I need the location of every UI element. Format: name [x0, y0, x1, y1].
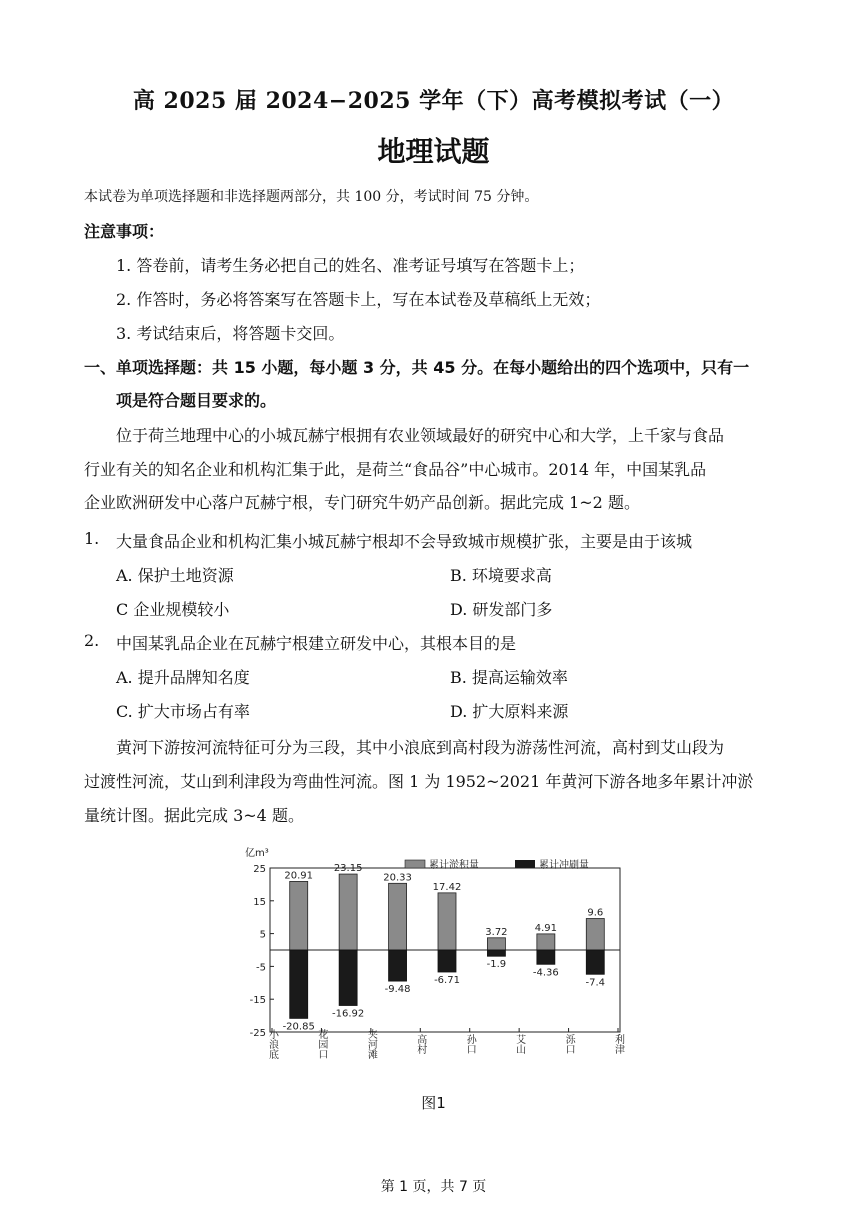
y-unit-label: 亿m³ — [245, 848, 269, 859]
figure-caption: 图1 — [421, 1094, 446, 1112]
bar-deposition — [339, 874, 357, 950]
question-number: 1. — [84, 529, 100, 548]
station-label: 孙口 — [464, 1034, 476, 1054]
option: B. 提高运输效率 — [450, 668, 568, 687]
bar-deposition — [438, 893, 456, 950]
bar-erosion — [339, 950, 357, 1005]
page-footer: 第 1 页，共 7 页 — [380, 1179, 487, 1195]
section-heading: 一、单项选择题：共 15 小题，每小题 3 分，共 45 分。在每小题给出的四个选项中，只有一 — [84, 358, 750, 377]
bar-erosion — [290, 950, 308, 1018]
bar-deposition — [290, 881, 308, 950]
station-label: 艾山 — [513, 1034, 525, 1054]
bar-deposition — [487, 938, 505, 950]
notice-item: 1. 答卷前，请考生务必把自己的姓名、准考证号填写在答题卡上； — [116, 256, 585, 275]
bar-erosion — [389, 950, 407, 981]
data-label-deposition: 17.42 — [432, 881, 462, 893]
question-number: 2. — [84, 631, 100, 650]
passage-line: 黄河下游按河流特征可分为三段，其中小浪底到高村段为游荡性河流，高村到艾山段为 — [116, 738, 725, 757]
bar-erosion — [438, 950, 456, 972]
question-stem: 大量食品企业和机构汇集小城瓦赫宁根却不会导致城市规模扩张，主要是由于该城 — [116, 532, 693, 551]
data-label-erosion: -1.9 — [486, 959, 507, 971]
passage-line: 量统计图。据此完成 3~4 题。 — [84, 806, 304, 825]
data-label-erosion: -4.36 — [532, 967, 559, 979]
section-heading-cont: 项是符合题目要求的。 — [116, 391, 277, 410]
intro-line: 本试卷为单项选择题和非选择题两部分，共 100 分，考试时间 75 分钟。 — [84, 189, 539, 205]
passage-line: 企业欧洲研发中心落户瓦赫宁根，专门研究牛奶产品创新。据此完成 1~2 题。 — [84, 493, 640, 512]
passage-line: 位于荷兰地理中心的小城瓦赫宁根拥有农业领域最好的研究中心和大学，上千家与食品 — [116, 426, 725, 445]
data-label-deposition: 9.6 — [587, 907, 604, 919]
bar-erosion — [586, 950, 604, 974]
legend-swatch-erosion — [515, 860, 535, 868]
station-label: 夹河滩 — [365, 1029, 377, 1059]
data-label-erosion: -20.85 — [282, 1021, 315, 1033]
bar-erosion — [537, 950, 555, 964]
bar-deposition — [586, 919, 604, 950]
data-label-deposition: 4.91 — [534, 922, 557, 934]
data-label-erosion: -7.4 — [585, 977, 606, 989]
option: A. 保护土地资源 — [116, 566, 234, 585]
option: D. 扩大原料来源 — [450, 702, 569, 721]
option: A. 提升品牌知名度 — [116, 668, 250, 687]
notice-heading: 注意事项： — [84, 222, 165, 241]
option: D. 研发部门多 — [450, 600, 553, 619]
notice-item: 2. 作答时，务必将答案写在答题卡上，写在本试卷及草稿纸上无效； — [116, 290, 601, 309]
y-tick-label: -5 — [256, 962, 266, 974]
station-label: 利津 — [612, 1034, 624, 1054]
y-tick-label: -25 — [249, 1028, 266, 1039]
y-tick-label: -15 — [249, 995, 266, 1007]
station-label: 高村 — [414, 1034, 426, 1054]
data-label-deposition: 20.33 — [383, 872, 412, 884]
station-label: 泺口 — [563, 1034, 575, 1054]
sediment-chart — [230, 842, 640, 1082]
legend-label-erosion: 累计冲刷量 — [539, 860, 589, 871]
data-label-erosion: -9.48 — [384, 984, 411, 996]
station-label: 花园口 — [315, 1029, 327, 1059]
option: C. 扩大市场占有率 — [116, 702, 250, 721]
y-tick-label: 25 — [253, 864, 266, 875]
y-tick-label: 5 — [259, 929, 266, 941]
passage-line: 过渡性河流，艾山到利津段为弯曲性河流。图 1 为 1952~2021 年黄河下游各地多年累计冲淤 — [84, 772, 754, 791]
passage-line: 行业有关的知名企业和机构汇集于此，是荷兰“食品谷”中心城市。2014 年，中国某乳品 — [84, 460, 707, 479]
subject-title: 地理试题 — [377, 135, 490, 168]
exam-title: 高 2025 届 2024−2025 学年（下）高考模拟考试（一） — [132, 88, 735, 114]
legend-label-deposition: 累计淤积量 — [429, 860, 479, 871]
legend-swatch-deposition — [405, 860, 425, 868]
bar-deposition — [537, 934, 555, 950]
bar-erosion — [487, 950, 505, 956]
option: C 企业规模较小 — [116, 600, 230, 619]
data-label-deposition: 20.91 — [284, 870, 314, 882]
station-label: 小浪底 — [266, 1029, 278, 1059]
data-label-erosion: -6.71 — [434, 975, 460, 987]
bar-deposition — [389, 883, 407, 950]
y-tick-label: 15 — [253, 896, 266, 908]
option: B. 环境要求高 — [450, 566, 552, 585]
notice-item: 3. 考试结束后，将答题卡交回。 — [116, 324, 345, 343]
data-label-deposition: 23.15 — [333, 863, 363, 875]
data-label-deposition: 3.72 — [485, 926, 508, 938]
data-label-erosion: -16.92 — [332, 1008, 365, 1020]
question-stem: 中国某乳品企业在瓦赫宁根建立研发中心，其根本目的是 — [116, 634, 517, 653]
